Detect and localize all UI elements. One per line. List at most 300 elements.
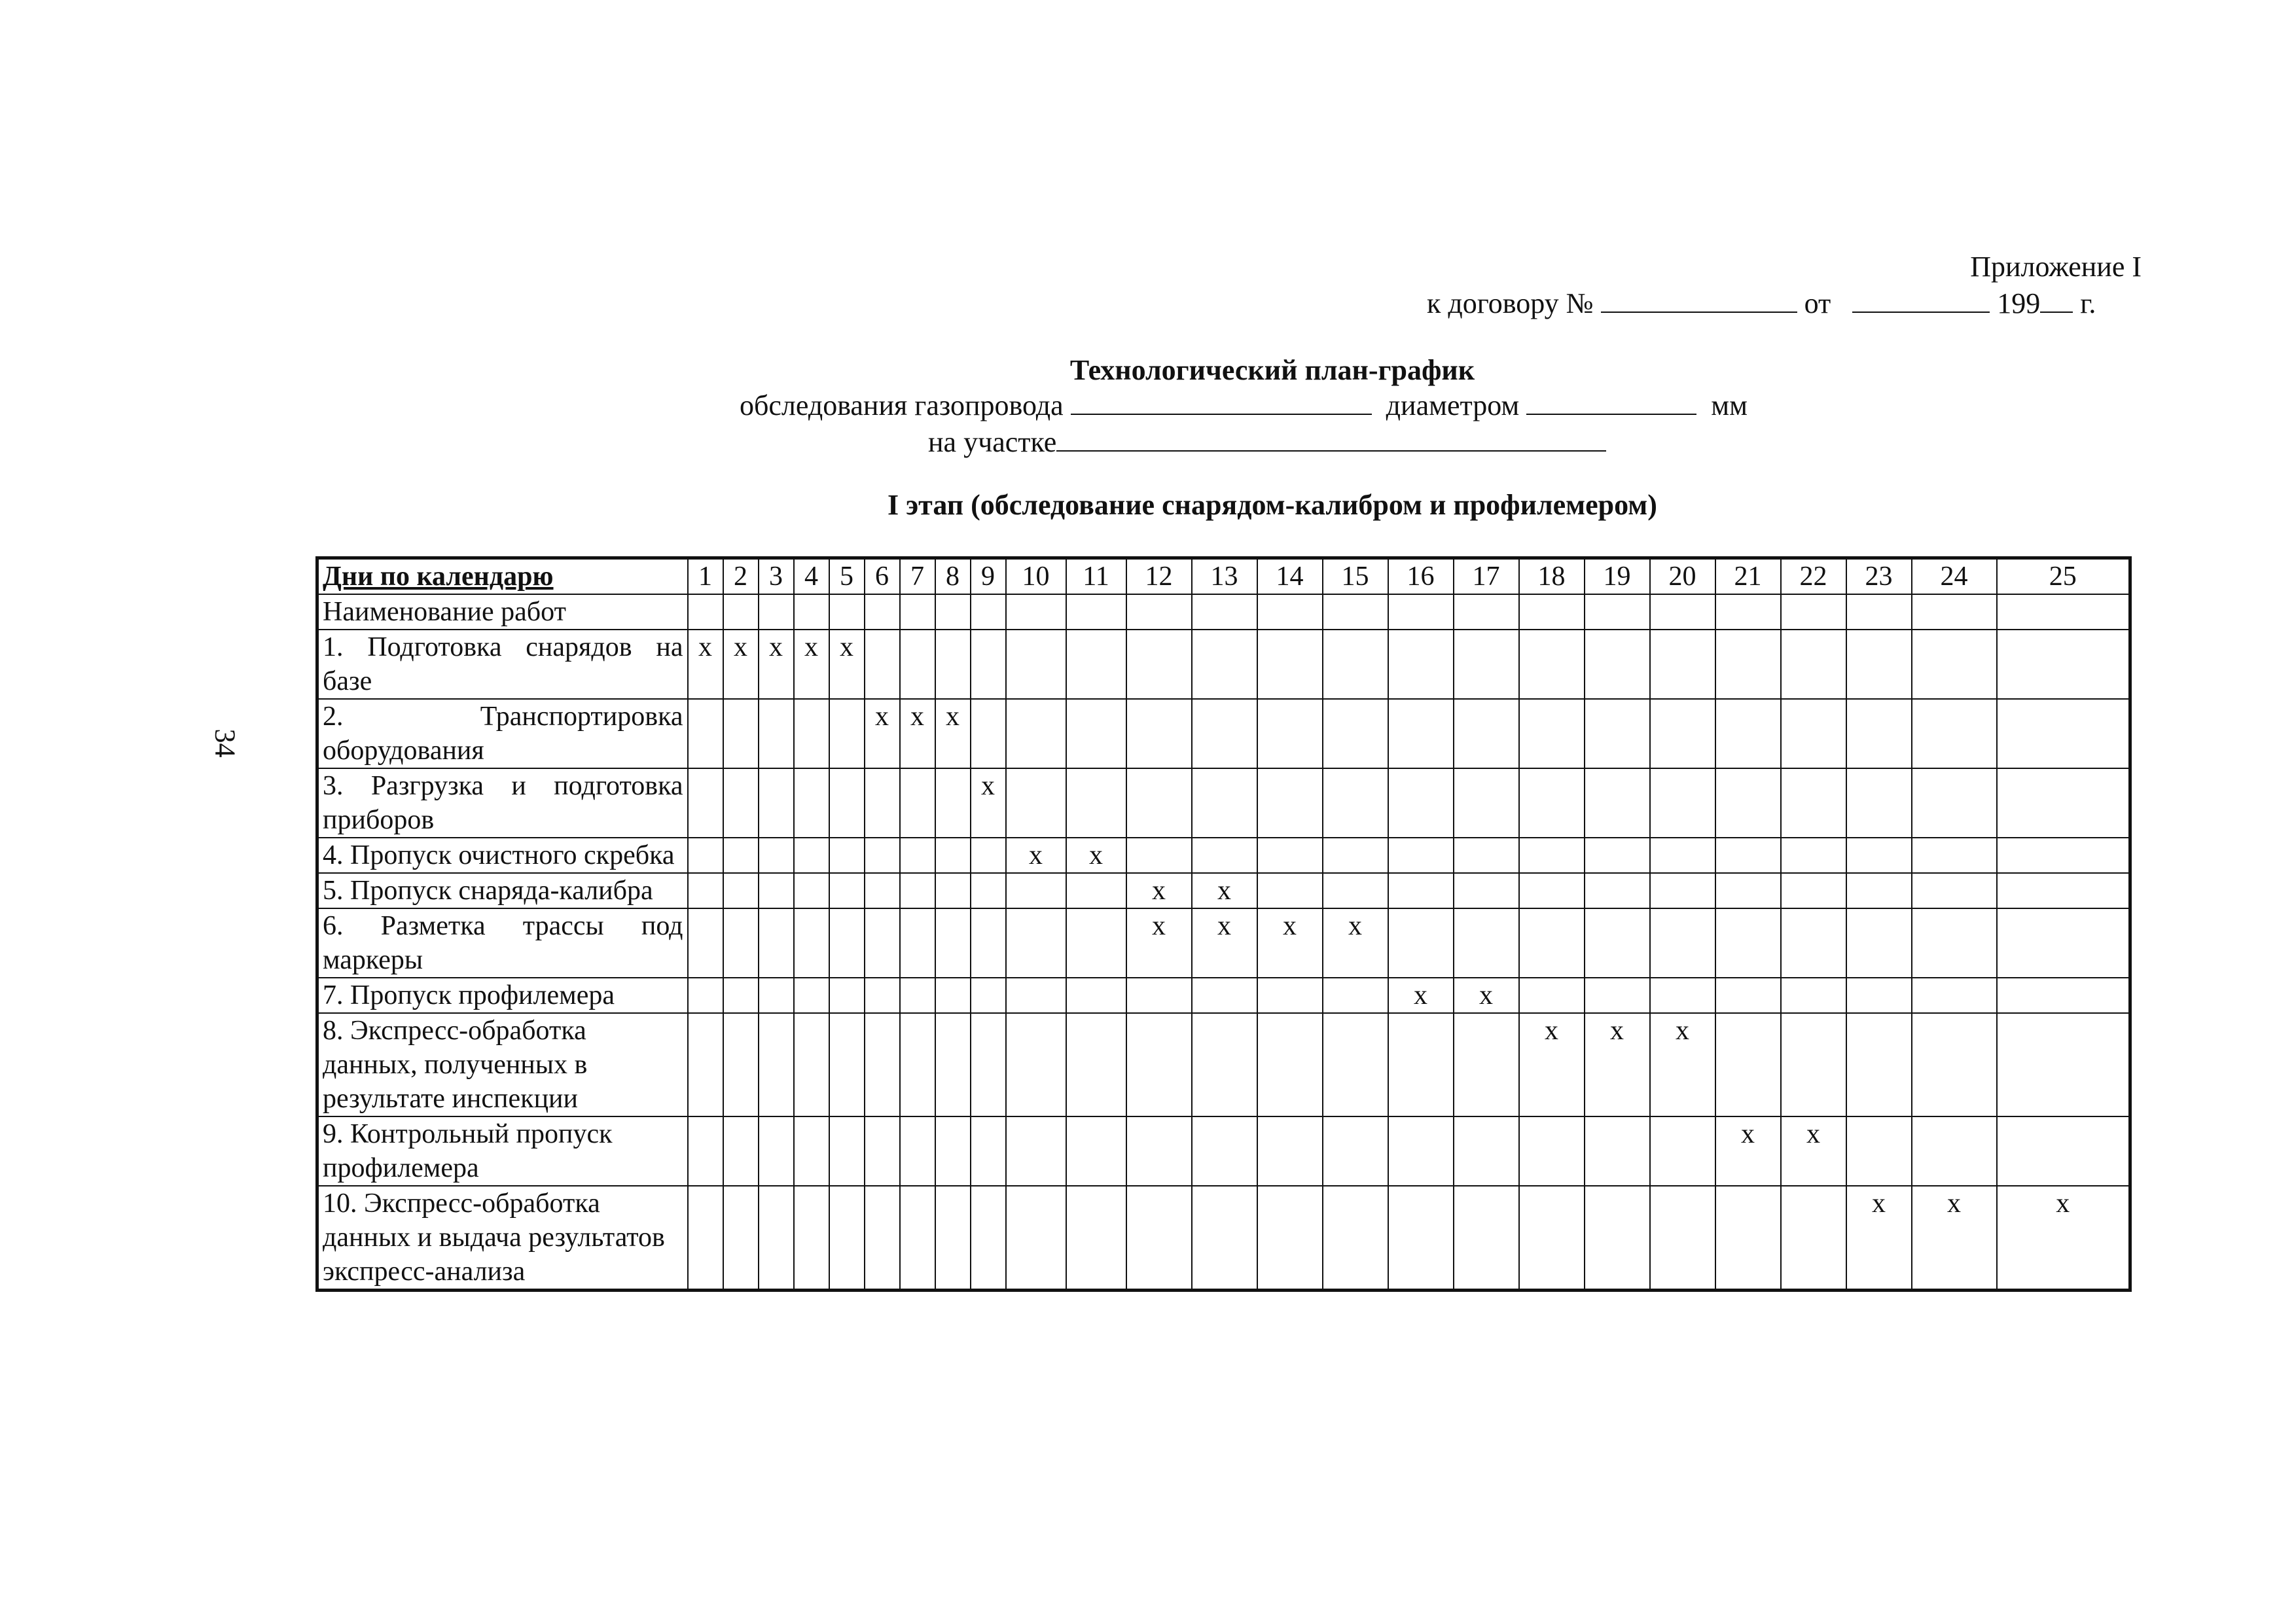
empty-cell (1650, 838, 1715, 873)
empty-cell (1781, 768, 1846, 838)
document-title: Технологический план-график (1069, 354, 1475, 386)
empty-cell (1846, 1116, 1912, 1186)
empty-cell (794, 594, 829, 630)
empty-cell (759, 873, 794, 908)
empty-cell (1912, 630, 1997, 699)
work-row (317, 699, 2130, 768)
empty-cell (1192, 594, 1257, 630)
empty-cell (935, 630, 971, 699)
empty-cell (1454, 594, 1519, 630)
empty-cell (1006, 873, 1066, 908)
empty-cell (865, 630, 900, 699)
schedule-mark: х (1454, 978, 1519, 1013)
work-name: 7. Пропуск профилемера (317, 978, 688, 1013)
empty-cell (759, 978, 794, 1013)
empty-cell (1912, 908, 1997, 978)
empty-cell (688, 768, 723, 838)
empty-cell (1323, 978, 1388, 1013)
empty-cell (829, 699, 865, 768)
empty-cell (1388, 1116, 1454, 1186)
empty-cell (1846, 908, 1912, 978)
empty-cell (1388, 630, 1454, 699)
empty-cell (1323, 838, 1388, 873)
empty-cell (688, 908, 723, 978)
empty-cell (865, 768, 900, 838)
empty-cell (1006, 768, 1066, 838)
empty-cell (1066, 873, 1126, 908)
empty-cell (688, 699, 723, 768)
empty-cell (1192, 768, 1257, 838)
empty-cell (900, 768, 935, 838)
empty-cell (935, 594, 971, 630)
day-header: 13 (1192, 558, 1257, 595)
schedule-mark: х (794, 630, 829, 699)
empty-cell (1454, 1116, 1519, 1186)
empty-cell (900, 978, 935, 1013)
empty-cell (1912, 873, 1997, 908)
empty-cell (1323, 873, 1388, 908)
page-number: 34 (209, 728, 242, 758)
work-row (317, 768, 2130, 838)
schedule-mark: х (1126, 873, 1192, 908)
empty-cell (1454, 838, 1519, 873)
schedule-mark: х (865, 699, 900, 768)
empty-cell (1388, 873, 1454, 908)
day-header: 24 (1912, 558, 1997, 595)
work-name: 6. Разметка трассы под маркеры (317, 908, 688, 978)
empty-cell (1585, 838, 1650, 873)
day-header: 2 (723, 558, 759, 595)
empty-cell (1066, 630, 1126, 699)
empty-cell (1192, 838, 1257, 873)
schedule-mark: х (1126, 908, 1192, 978)
empty-cell (900, 873, 935, 908)
empty-cell (829, 838, 865, 873)
stage-title: I этап (обследование снарядом-калибром и профилемером) (888, 489, 1657, 521)
empty-cell (1006, 908, 1066, 978)
empty-cell (1519, 978, 1585, 1013)
empty-cell (1997, 699, 2130, 768)
empty-cell (1126, 1116, 1192, 1186)
empty-cell (1846, 838, 1912, 873)
empty-cell (900, 630, 935, 699)
day-header: 18 (1519, 558, 1585, 595)
work-name: 1. Подготовка снарядов на базе (317, 630, 688, 699)
empty-cell (1257, 1116, 1323, 1186)
work-row (317, 1186, 2130, 1291)
day-header: 21 (1715, 558, 1781, 595)
schedule-mark: х (759, 630, 794, 699)
empty-cell (1650, 908, 1715, 978)
day-header: 14 (1257, 558, 1323, 595)
empty-cell (1066, 1186, 1126, 1291)
empty-cell (1066, 908, 1126, 978)
empty-cell (1650, 594, 1715, 630)
empty-cell (1781, 1186, 1846, 1291)
empty-cell (723, 1186, 759, 1291)
empty-cell (1323, 768, 1388, 838)
empty-cell (1519, 1116, 1585, 1186)
empty-cell (1715, 978, 1781, 1013)
empty-cell (1715, 768, 1781, 838)
works-header-row (317, 594, 2130, 630)
empty-cell (1650, 873, 1715, 908)
empty-cell (723, 699, 759, 768)
empty-cell (688, 1116, 723, 1186)
empty-cell (1388, 768, 1454, 838)
empty-cell (900, 1186, 935, 1291)
empty-cell (1126, 838, 1192, 873)
contract-number-blank[interactable] (1601, 287, 1797, 313)
days-label: Дни по календарю (317, 558, 688, 595)
empty-cell (1323, 1186, 1388, 1291)
empty-cell (688, 838, 723, 873)
empty-cell (1781, 873, 1846, 908)
work-name: 2. Транспортировка оборудования (317, 699, 688, 768)
schedule-mark: х (1912, 1186, 1997, 1291)
day-header: 17 (1454, 558, 1519, 595)
empty-cell (1846, 768, 1912, 838)
schedule-mark: х (1846, 1186, 1912, 1291)
empty-cell (688, 978, 723, 1013)
empty-cell (1006, 1013, 1066, 1116)
day-header: 5 (829, 558, 865, 595)
empty-cell (1585, 978, 1650, 1013)
day-header: 4 (794, 558, 829, 595)
day-header: 16 (1388, 558, 1454, 595)
empty-cell (794, 699, 829, 768)
empty-cell (1257, 699, 1323, 768)
empty-cell (688, 1186, 723, 1291)
empty-cell (1846, 873, 1912, 908)
empty-cell (723, 838, 759, 873)
empty-cell (1997, 908, 2130, 978)
empty-cell (1454, 1186, 1519, 1291)
empty-cell (971, 978, 1006, 1013)
appendix-label: Приложение I (1970, 251, 2142, 283)
schedule-table (315, 556, 2132, 1292)
contract-date-blank[interactable] (1852, 287, 1990, 313)
empty-cell (1715, 1186, 1781, 1291)
empty-cell (1585, 908, 1650, 978)
empty-cell (1781, 908, 1846, 978)
empty-cell (1454, 873, 1519, 908)
empty-cell (971, 838, 1006, 873)
work-row (317, 978, 2130, 1013)
empty-cell (1715, 630, 1781, 699)
empty-cell (1192, 1116, 1257, 1186)
empty-cell (1585, 1116, 1650, 1186)
contract-prefix: к договору № (1427, 287, 1594, 319)
contract-from-label: от (1804, 287, 1831, 319)
empty-cell (935, 768, 971, 838)
empty-cell (1650, 630, 1715, 699)
empty-cell (935, 1013, 971, 1116)
empty-cell (1519, 908, 1585, 978)
empty-cell (1715, 908, 1781, 978)
empty-cell (971, 699, 1006, 768)
empty-cell (865, 1116, 900, 1186)
empty-cell (1585, 594, 1650, 630)
pipeline-name-blank[interactable] (1071, 389, 1372, 415)
work-name: 4. Пропуск очистного скребка (317, 838, 688, 873)
empty-cell (723, 873, 759, 908)
contract-year: 199 (1997, 287, 2041, 319)
empty-cell (1997, 873, 2130, 908)
survey-label: обследования газопровода (740, 389, 1064, 421)
section-line (928, 425, 1606, 459)
day-header: 23 (1846, 558, 1912, 595)
empty-cell (1997, 838, 2130, 873)
empty-cell (794, 1116, 829, 1186)
empty-cell (829, 768, 865, 838)
work-name: 10. Экспресс-обработка данных и выдача результатов экспресс-анализа (317, 1186, 688, 1291)
empty-cell (1715, 699, 1781, 768)
empty-cell (1997, 630, 2130, 699)
empty-cell (971, 594, 1006, 630)
empty-cell (971, 908, 1006, 978)
empty-cell (971, 1013, 1006, 1116)
empty-cell (1912, 1116, 1997, 1186)
empty-cell (1997, 978, 2130, 1013)
empty-cell (1454, 1013, 1519, 1116)
empty-cell (1066, 1116, 1126, 1186)
empty-cell (1912, 978, 1997, 1013)
empty-cell (723, 978, 759, 1013)
empty-cell (1192, 699, 1257, 768)
empty-cell (759, 838, 794, 873)
empty-cell (1126, 699, 1192, 768)
empty-cell (794, 908, 829, 978)
schedule-mark: х (1323, 908, 1388, 978)
work-row (317, 1116, 2130, 1186)
empty-cell (1519, 838, 1585, 873)
schedule-mark: х (1781, 1116, 1846, 1186)
empty-cell (759, 1013, 794, 1116)
empty-cell (829, 1186, 865, 1291)
empty-cell (900, 594, 935, 630)
empty-cell (1066, 978, 1126, 1013)
empty-cell (1388, 1013, 1454, 1116)
empty-cell (1006, 630, 1066, 699)
empty-cell (1781, 630, 1846, 699)
empty-cell (723, 1013, 759, 1116)
empty-cell (1006, 1186, 1066, 1291)
contract-year-blank[interactable] (2040, 287, 2073, 313)
empty-cell (971, 1186, 1006, 1291)
empty-cell (865, 1013, 900, 1116)
empty-cell (1519, 594, 1585, 630)
empty-cell (688, 1013, 723, 1116)
empty-cell (1585, 630, 1650, 699)
day-header: 6 (865, 558, 900, 595)
empty-cell (1781, 1013, 1846, 1116)
empty-cell (1006, 594, 1066, 630)
empty-cell (1997, 1013, 2130, 1116)
empty-cell (900, 1013, 935, 1116)
schedule-mark: х (1066, 838, 1126, 873)
empty-cell (1997, 768, 2130, 838)
day-header: 11 (1066, 558, 1126, 595)
empty-cell (865, 978, 900, 1013)
empty-cell (794, 1013, 829, 1116)
empty-cell (1323, 594, 1388, 630)
schedule-mark: х (1192, 908, 1257, 978)
empty-cell (1388, 838, 1454, 873)
empty-cell (829, 908, 865, 978)
schedule-mark: х (971, 768, 1006, 838)
empty-cell (1126, 630, 1192, 699)
empty-cell (1912, 768, 1997, 838)
empty-cell (759, 699, 794, 768)
empty-cell (1126, 594, 1192, 630)
empty-cell (759, 594, 794, 630)
empty-cell (1323, 699, 1388, 768)
schedule-mark: х (1388, 978, 1454, 1013)
day-header: 12 (1126, 558, 1192, 595)
empty-cell (865, 838, 900, 873)
diameter-label: диаметром (1386, 389, 1520, 421)
empty-cell (1781, 838, 1846, 873)
subtitle-line (740, 389, 1748, 422)
empty-cell (688, 873, 723, 908)
empty-cell (1519, 699, 1585, 768)
empty-cell (1257, 838, 1323, 873)
empty-cell (865, 873, 900, 908)
empty-cell (1846, 1013, 1912, 1116)
work-name: 3. Разгрузка и подготовка приборов (317, 768, 688, 838)
empty-cell (935, 1186, 971, 1291)
section-label: на участке (928, 426, 1057, 458)
empty-cell (1846, 630, 1912, 699)
empty-cell (1126, 978, 1192, 1013)
empty-cell (1781, 594, 1846, 630)
day-header: 22 (1781, 558, 1846, 595)
empty-cell (1454, 908, 1519, 978)
empty-cell (1781, 978, 1846, 1013)
unit-label: мм (1711, 389, 1748, 421)
work-row (317, 1013, 2130, 1116)
contract-year-suffix: г. (2080, 287, 2096, 319)
empty-cell (1519, 768, 1585, 838)
empty-cell (1323, 630, 1388, 699)
schedule-mark: х (1006, 838, 1066, 873)
empty-cell (1066, 1013, 1126, 1116)
schedule-mark: х (1519, 1013, 1585, 1116)
empty-cell (1388, 699, 1454, 768)
schedule-mark: х (1650, 1013, 1715, 1116)
empty-cell (1388, 594, 1454, 630)
empty-cell (1192, 630, 1257, 699)
empty-cell (794, 768, 829, 838)
empty-cell (1454, 768, 1519, 838)
empty-cell (935, 978, 971, 1013)
empty-cell (829, 978, 865, 1013)
empty-cell (1323, 1116, 1388, 1186)
work-name: 5. Пропуск снаряда-калибра (317, 873, 688, 908)
work-row (317, 908, 2130, 978)
empty-cell (1454, 699, 1519, 768)
empty-cell (865, 594, 900, 630)
work-row (317, 838, 2130, 873)
empty-cell (1257, 594, 1323, 630)
empty-cell (723, 768, 759, 838)
empty-cell (759, 908, 794, 978)
day-header: 15 (1323, 558, 1388, 595)
empty-cell (1192, 978, 1257, 1013)
empty-cell (1192, 1013, 1257, 1116)
empty-cell (1650, 1116, 1715, 1186)
schedule-mark: х (1192, 873, 1257, 908)
empty-cell (935, 908, 971, 978)
empty-cell (829, 594, 865, 630)
day-header: 10 (1006, 558, 1066, 595)
schedule-mark: х (900, 699, 935, 768)
schedule-mark: х (1715, 1116, 1781, 1186)
section-blank[interactable] (1056, 425, 1606, 452)
schedule-mark: х (1585, 1013, 1650, 1116)
empty-cell (1715, 873, 1781, 908)
empty-cell (759, 1186, 794, 1291)
empty-cell (1912, 699, 1997, 768)
empty-cell (1257, 873, 1323, 908)
work-name: 9. Контрольный пропуск профилемера (317, 1116, 688, 1186)
empty-cell (935, 1116, 971, 1186)
empty-cell (1997, 594, 2130, 630)
empty-cell (1715, 838, 1781, 873)
empty-cell (829, 873, 865, 908)
schedule-mark: х (935, 699, 971, 768)
empty-cell (1454, 630, 1519, 699)
empty-cell (1388, 908, 1454, 978)
empty-cell (1126, 768, 1192, 838)
empty-cell (865, 908, 900, 978)
empty-cell (759, 768, 794, 838)
day-header: 7 (900, 558, 935, 595)
empty-cell (1846, 594, 1912, 630)
empty-cell (829, 1013, 865, 1116)
work-row (317, 873, 2130, 908)
empty-cell (1388, 1186, 1454, 1291)
work-name: 8. Экспресс-обработка данных, полученных в результате инспекции (317, 1013, 688, 1116)
schedule-mark: х (1997, 1186, 2130, 1291)
works-label: Наименование работ (317, 594, 688, 630)
empty-cell (1912, 838, 1997, 873)
empty-cell (1912, 594, 1997, 630)
empty-cell (1997, 1116, 2130, 1186)
empty-cell (723, 908, 759, 978)
day-header: 25 (1997, 558, 2130, 595)
empty-cell (1650, 699, 1715, 768)
day-header: 19 (1585, 558, 1650, 595)
empty-cell (1585, 768, 1650, 838)
empty-cell (971, 630, 1006, 699)
empty-cell (1192, 1186, 1257, 1291)
empty-cell (1650, 1186, 1715, 1291)
empty-cell (794, 1186, 829, 1291)
day-header: 3 (759, 558, 794, 595)
empty-cell (1323, 1013, 1388, 1116)
empty-cell (1585, 1186, 1650, 1291)
empty-cell (1126, 1013, 1192, 1116)
empty-cell (1519, 630, 1585, 699)
empty-cell (794, 873, 829, 908)
diameter-blank[interactable] (1526, 389, 1696, 415)
empty-cell (900, 908, 935, 978)
empty-cell (1846, 699, 1912, 768)
contract-line (1427, 287, 2096, 320)
empty-cell (794, 838, 829, 873)
